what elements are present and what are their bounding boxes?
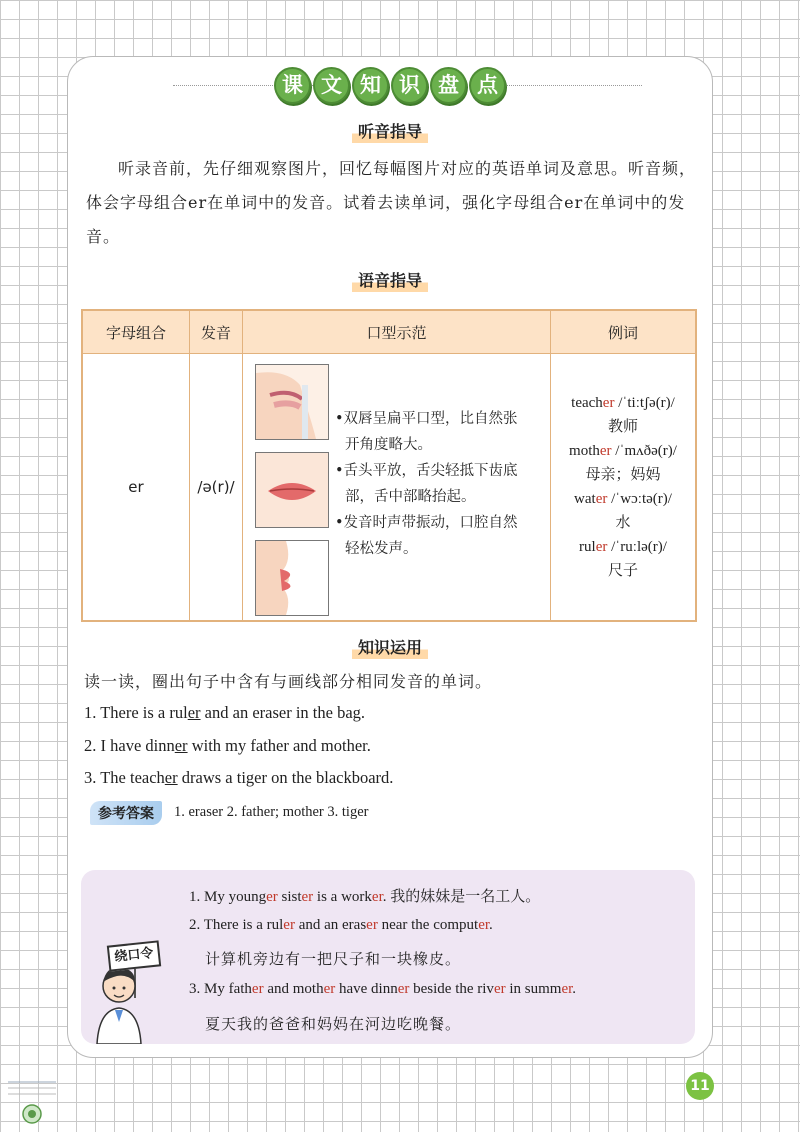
practice-question-3: 3. The teacher draws a tiger on the blackboard.	[84, 768, 394, 787]
lips-front-image	[255, 452, 329, 528]
title-char: 识	[391, 67, 428, 104]
phonics-heading: 语音指导	[68, 268, 712, 291]
header-mouth: 口型示范	[243, 310, 551, 354]
title-char: 点	[469, 67, 506, 104]
mouth-note: •双唇呈扁平口型，比自然张开角度略大。	[335, 411, 518, 453]
practice-heading: 知识运用	[68, 635, 712, 658]
title-char: 课	[274, 67, 311, 104]
tongue-twister-box	[81, 870, 695, 1044]
header-examples: 例词	[551, 310, 697, 354]
title-char: 盘	[430, 67, 467, 104]
mouth-cell	[243, 354, 551, 622]
practice-question-2: 2. I have dinner with my father and mother.	[84, 736, 371, 755]
examples-cell	[551, 354, 697, 622]
example-meaning: 母亲；妈妈	[585, 467, 661, 483]
practice-question-1: 1. There is a ruler and an eraser in the bag.	[84, 703, 366, 722]
example-word: mother /ˈmʌðə(r)/	[569, 443, 677, 459]
mouth-side-view-image	[255, 364, 329, 440]
twister-line-2-translation: 计算机旁边有一把尺子和一块橡皮。	[205, 950, 462, 968]
answer-label: 参考答案	[90, 801, 162, 825]
listening-heading: 听音指导	[68, 119, 712, 142]
example-meaning: 教师	[607, 419, 638, 435]
twister-line-1: 1. My younger sister is a worker. 我的妹妹是一名工人。	[189, 889, 541, 905]
title-char: 文	[313, 67, 350, 104]
mouth-notes	[335, 406, 525, 562]
header-letters: 字母组合	[82, 310, 190, 354]
twister-line-3: 3. My father and mother have dinner beside the river in summer.	[189, 981, 577, 997]
content-card	[67, 56, 713, 1058]
mouth-note: •发音时声带振动，口腔自然轻松发声。	[335, 515, 518, 557]
mouth-note: •舌头平放，舌尖轻抵下齿底部，舌中部略抬起。	[335, 463, 518, 505]
phonics-table	[81, 309, 697, 622]
sound-cell: /ə(r)/	[190, 354, 243, 622]
listening-paragraph: 听录音前，先仔细观察图片，回忆每幅图片对应的英语单词及意思。听音频，体会字母组合er在单词中的发音。试着去读单词，强化字母组合er在单词中的发音。	[86, 159, 697, 246]
example-word: water /ˈwɔːtə(r)/	[574, 491, 672, 507]
answer-text: 1. eraser 2. father; mother 3. tiger	[174, 804, 369, 820]
main-title	[68, 67, 712, 104]
example-meaning: 尺子	[607, 563, 638, 579]
twister-line-2: 2. There is a ruler and an eraser near the computer.	[189, 917, 493, 933]
example-word: ruler /ˈruːlə(r)/	[579, 539, 667, 555]
letters-cell: er	[82, 354, 190, 622]
lips-side-image	[255, 540, 329, 616]
example-word: teacher /ˈtiːtʃə(r)/	[571, 395, 675, 411]
tongue-twister-tag: 绕口令	[107, 940, 161, 971]
twister-line-3-translation: 夏天我的爸爸和妈妈在河边吃晚餐。	[205, 1015, 462, 1033]
title-char: 知	[352, 67, 389, 104]
publisher-logo	[2, 1078, 62, 1128]
page-number: 11	[686, 1072, 714, 1100]
example-meaning: 水	[615, 515, 631, 531]
header-sound: 发音	[190, 310, 243, 354]
practice-instructions: 读一读，圈出句子中含有与画线部分相同发音的单词。	[84, 672, 493, 691]
